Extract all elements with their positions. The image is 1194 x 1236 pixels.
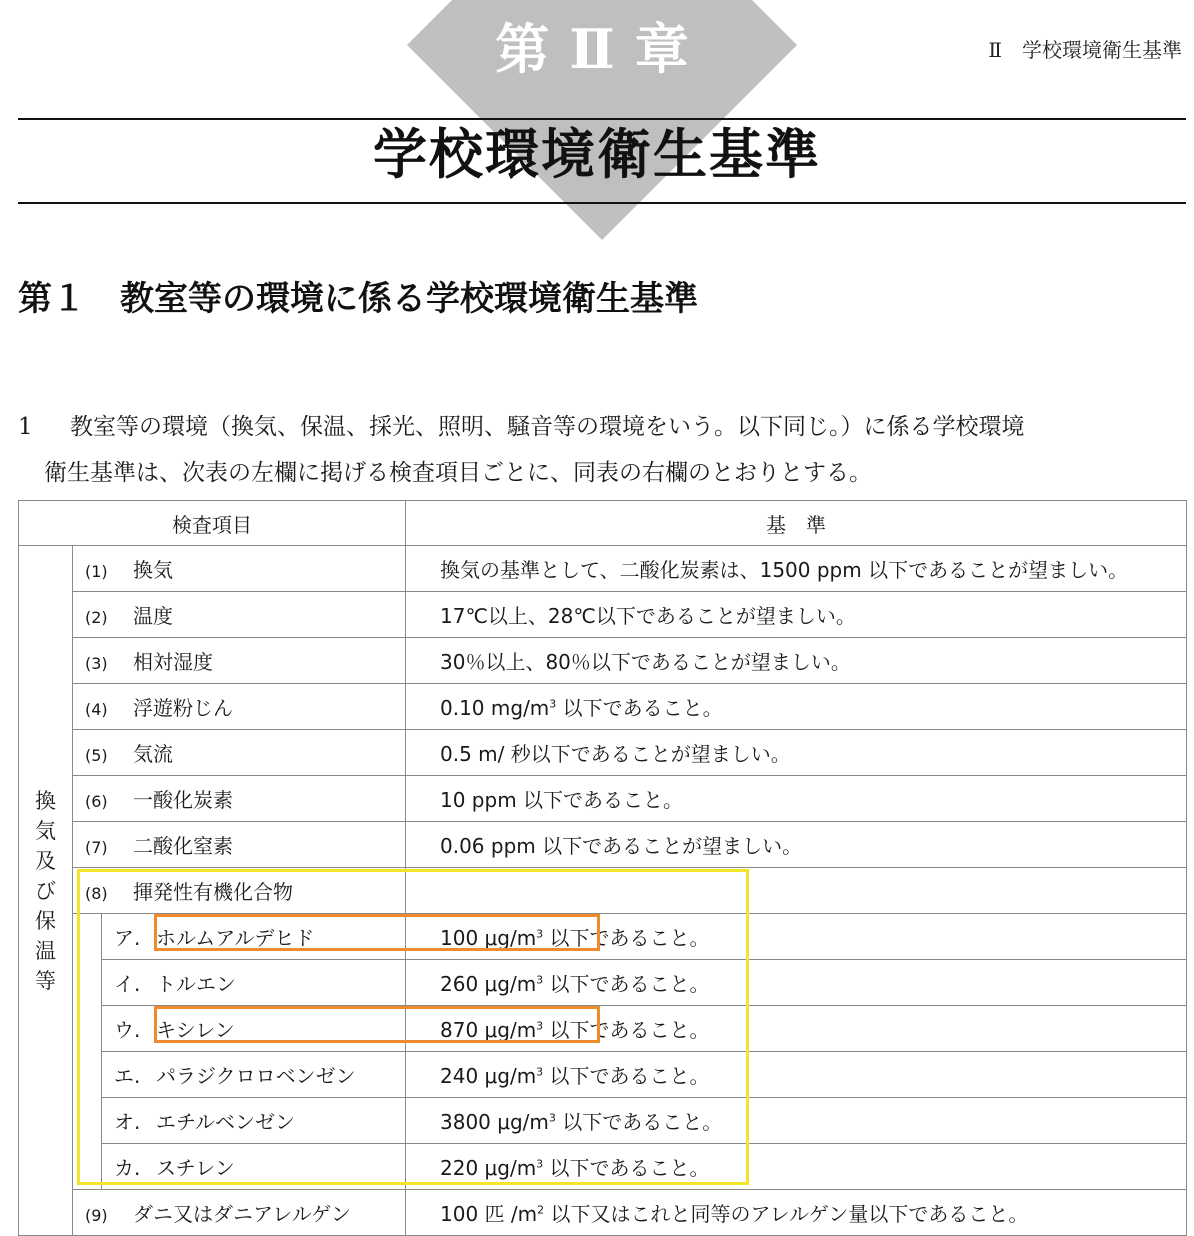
standard-cell: 240 $\mu g/m^3$ 以下であること。 bbox=[406, 1052, 1187, 1098]
chapter-title: 学校環境衛生基準 bbox=[373, 123, 821, 186]
table-row bbox=[19, 1190, 1187, 1236]
standard-cell: 換気の基準として、二酸化炭素は、1500 ppm 以下であることが望ましい。 bbox=[406, 546, 1187, 592]
paragraph-number: 1 bbox=[18, 414, 33, 440]
indent-cell bbox=[73, 960, 102, 1006]
standard-cell: 100 匹 $/m^2$ 以下又はこれと同等のアレルゲン量以下であること。 bbox=[406, 1190, 1187, 1236]
standards-table bbox=[18, 500, 1187, 1236]
category-label: 換気及び保温等 bbox=[35, 788, 56, 993]
item-cell: (9) ダニ又はダニアレルゲン bbox=[73, 1190, 406, 1236]
item-cell: (4) 浮遊粉じん bbox=[73, 684, 406, 730]
item-cell: (2) 温度 bbox=[73, 592, 406, 638]
item-cell: (3) 相対湿度 bbox=[73, 638, 406, 684]
table-row bbox=[19, 960, 1187, 1006]
item-cell: (8) 揮発性有機化合物 bbox=[73, 868, 406, 914]
table-row bbox=[19, 822, 1187, 868]
table-row bbox=[19, 684, 1187, 730]
item-cell: (5) 気流 bbox=[73, 730, 406, 776]
bottom-rule bbox=[18, 202, 1186, 204]
paragraph-line-1: 教室等の環境（換気、保温、採光、照明、騒音等の環境をいう。以下同じ。）に係る学校環境 bbox=[70, 414, 1025, 440]
chapter-mark: 第Ⅱ章 bbox=[495, 17, 709, 81]
item-cell: (6) 一酸化炭素 bbox=[73, 776, 406, 822]
header-standard: 基 準 bbox=[406, 501, 1187, 546]
standard-cell: 30％以上、80％以下であることが望ましい。 bbox=[406, 638, 1187, 684]
sub-item-cell: ア. ホルムアルデヒド bbox=[102, 914, 406, 960]
standard-cell: 0.10 $mg/m^3$ 以下であること。 bbox=[406, 684, 1187, 730]
standard-cell: 100 $\mu g/m^3$ 以下であること。 bbox=[406, 914, 1187, 960]
table-row bbox=[19, 1144, 1187, 1190]
standard-cell: 870 $\mu g/m^3$ 以下であること。 bbox=[406, 1006, 1187, 1052]
sub-item-cell: カ. スチレン bbox=[102, 1144, 406, 1190]
table-row bbox=[19, 1098, 1187, 1144]
standard-cell: 3800 $\mu g/m^3$ 以下であること。 bbox=[406, 1098, 1187, 1144]
indent-cell bbox=[73, 1006, 102, 1052]
indent-cell bbox=[73, 914, 102, 960]
table-row bbox=[19, 638, 1187, 684]
standard-cell: 220 $\mu g/m^3$ 以下であること。 bbox=[406, 1144, 1187, 1190]
table-row bbox=[19, 1052, 1187, 1098]
table-row bbox=[19, 1006, 1187, 1052]
standard-cell: 0.5 m/ 秒以下であることが望ましい。 bbox=[406, 730, 1187, 776]
table-row bbox=[19, 592, 1187, 638]
sub-item-cell: イ. トルエン bbox=[102, 960, 406, 1006]
standard-cell: 17℃以上、28℃以下であることが望ましい。 bbox=[406, 592, 1187, 638]
table-row bbox=[19, 914, 1187, 960]
sub-item-cell: エ. パラジクロロベンゼン bbox=[102, 1052, 406, 1098]
item-cell: (7) 二酸化窒素 bbox=[73, 822, 406, 868]
standard-cell: 0.06 ppm 以下であることが望ましい。 bbox=[406, 822, 1187, 868]
category-cell bbox=[19, 546, 73, 1236]
table-row bbox=[19, 868, 1187, 914]
standard-cell: 10 ppm 以下であること。 bbox=[406, 776, 1187, 822]
top-rule bbox=[18, 118, 1186, 120]
item-cell: (1) 換気 bbox=[73, 546, 406, 592]
table-row bbox=[19, 776, 1187, 822]
table-row bbox=[19, 730, 1187, 776]
table-row bbox=[19, 546, 1187, 592]
header-item: 検査項目 bbox=[19, 501, 406, 546]
sub-item-cell: オ. エチルベンゼン bbox=[102, 1098, 406, 1144]
indent-cell bbox=[73, 1098, 102, 1144]
table-header-row bbox=[19, 501, 1187, 546]
standard-cell: 260 $\mu g/m^3$ 以下であること。 bbox=[406, 960, 1187, 1006]
paragraph-line-2: 衛生基準は、次表の左欄に掲げる検査項目ごとに、同表の右欄のとおりとする。 bbox=[44, 460, 872, 486]
indent-cell bbox=[73, 1052, 102, 1098]
running-head: Ⅱ 学校環境衛生基準 bbox=[988, 38, 1182, 62]
section-title: 第１ 教室等の環境に係る学校環境衛生基準 bbox=[18, 279, 698, 319]
standard-cell bbox=[406, 868, 1187, 914]
sub-item-cell: ウ. キシレン bbox=[102, 1006, 406, 1052]
intro-paragraph bbox=[18, 404, 1186, 496]
indent-cell bbox=[73, 1144, 102, 1190]
